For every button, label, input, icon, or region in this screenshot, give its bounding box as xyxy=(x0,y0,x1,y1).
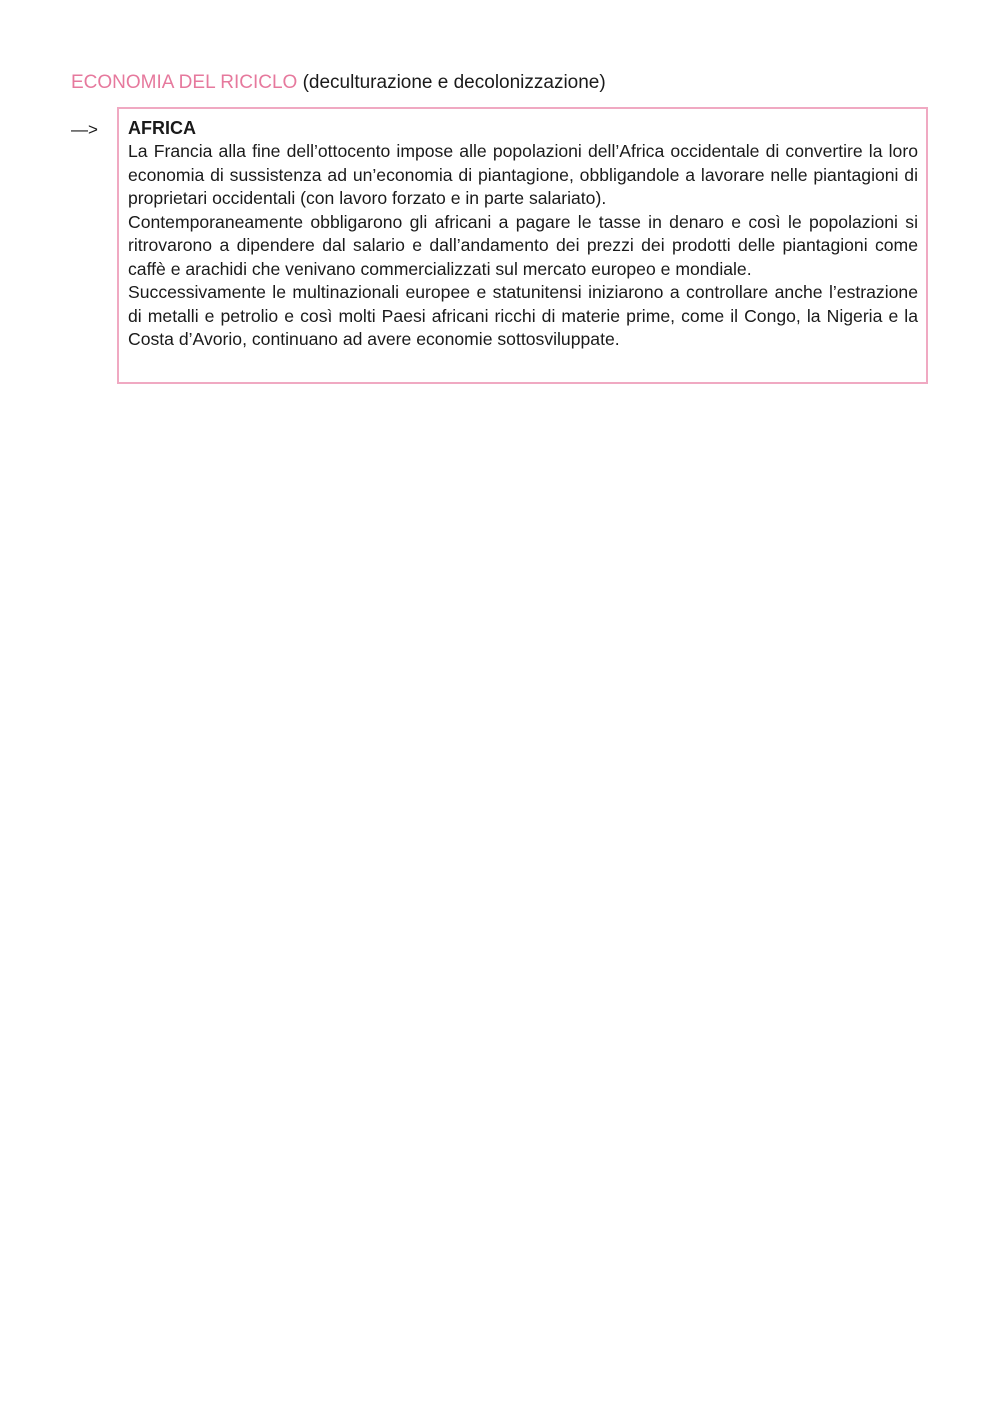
arrow-marker: —> xyxy=(71,120,98,139)
page-heading xyxy=(71,71,606,95)
africa-box xyxy=(117,107,928,384)
heading-accent: ECONOMIA DEL RICICLO xyxy=(71,72,298,93)
heading-subtitle: (deculturazione e decolonizzazione) xyxy=(302,72,606,93)
paragraph-3: Successivamente le multinazionali europee e statunitensi iniziarono a controllare anche l’estrazione di metalli e petrolio e così molti Paesi africani ricchi di materie prime, come il Congo, la Nigeria e la Costa d’Avorio, continuano ad avere economie sottosviluppate. xyxy=(128,282,918,349)
paragraph-2: Contemporaneamente obbligarono gli africani a pagare le tasse in denaro e così le popolazioni si ritrovarono a dipendere dal salario e dall’andamento dei prezzi dei prodotti delle piantagioni come caffè e arachidi che venivano commercializzati sul mercato europeo e mondiale. xyxy=(128,211,918,279)
box-title: AFRICA xyxy=(128,118,196,138)
paragraph-1: La Francia alla fine dell’ottocento impose alle popolazioni dell’Africa occidentale di convertire la loro economia di sussistenza ad un’economia di piantagione, obbligandole a lavorare nelle piantagioni di proprietari occidentali (con lavoro forzato e in parte salariato). xyxy=(128,141,918,208)
